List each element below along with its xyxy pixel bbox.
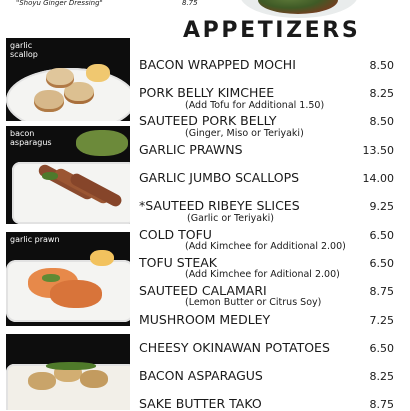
menu-item-price: 8.50 — [369, 59, 394, 72]
menu-item-price: 7.25 — [369, 314, 394, 327]
menu-item-note: (Add Kimchee for Aditional 2.00) — [185, 269, 340, 280]
menu-item-price: 8.75 — [369, 398, 394, 411]
menu-item-price: 6.50 — [369, 342, 394, 355]
menu-item-name: BACON ASPARAGUS — [139, 368, 263, 383]
menu-item-price: 6.50 — [369, 257, 394, 270]
menu-item-name: GARLIC PRAWNS — [139, 142, 243, 157]
menu-item-name: CHEESY OKINAWAN POTATOES — [139, 340, 330, 355]
photo-caption: garlic prawn — [10, 235, 60, 244]
photo-caption: bacon asparagus — [10, 129, 52, 147]
menu-item-price: 8.25 — [369, 87, 394, 100]
dressing-note: "Shoyu Ginger Dressing" — [16, 0, 103, 7]
menu-item-note: (Lemon Butter or Citrus Soy) — [185, 297, 322, 308]
menu-item-name: BACON WRAPPED MOCHI — [139, 57, 296, 72]
previous-item-price: 8.75 — [182, 0, 198, 7]
menu-item-name: GARLIC JUMBO SCALLOPS — [139, 170, 300, 185]
menu-item-name: MUSHROOM MEDLEY — [139, 312, 271, 327]
menu-item-price: 14.00 — [362, 172, 394, 185]
section-title: APPETIZERS — [183, 18, 361, 43]
menu-item-note: (Add Kimchee for Additional 2.00) — [185, 241, 346, 252]
menu-item-name: TOFU STEAK — [139, 255, 218, 270]
menu-item-name: COLD TOFU — [139, 227, 212, 242]
menu-item-name: SAUTEED PORK BELLY — [139, 113, 277, 128]
menu-item-price: 13.50 — [362, 144, 394, 157]
menu-item-name: PORK BELLY KIMCHEE — [139, 85, 275, 100]
menu-item-name: SAKE BUTTER TAKO — [139, 396, 262, 411]
menu-item-name: SAUTEED CALAMARI — [139, 283, 267, 298]
menu-item-price: 8.75 — [369, 285, 394, 298]
menu-item-note: (Ginger, Miso or Teriyaki) — [185, 128, 304, 139]
menu-item-note: (Add Tofu for Additional 1.50) — [185, 100, 325, 111]
menu-item-name: *SAUTEED RIBEYE SLICES — [139, 198, 300, 213]
menu-item-price: 6.50 — [369, 229, 394, 242]
menu-item-price: 8.25 — [369, 370, 394, 383]
menu-item-note: (Garlic or Teriyaki) — [187, 213, 274, 224]
menu-item-price: 8.50 — [369, 115, 394, 128]
photo-caption: garlic scallop — [10, 41, 38, 59]
menu-item-price: 9.25 — [369, 200, 394, 213]
